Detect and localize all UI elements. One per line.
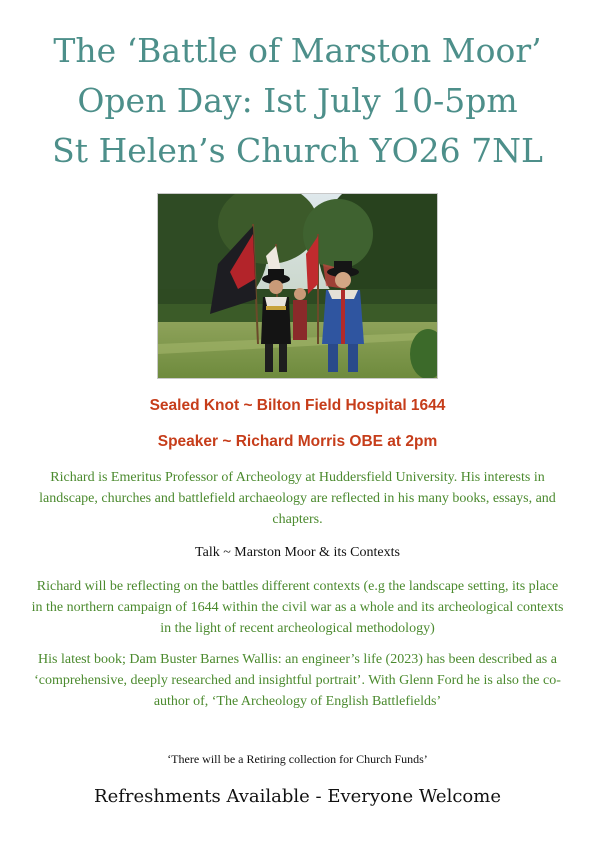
collection-note: ‘There will be a Retiring collection for Church Funds’ (167, 752, 428, 766)
title-line-3: St Helen’s Church YO26 7NL (52, 131, 543, 170)
refreshments-line: Refreshments Available - Everyone Welcome (94, 786, 501, 807)
sealed-knot-heading: Sealed Knot ~ Bilton Field Hospital 1644 (149, 397, 446, 414)
latest-book-description: His latest book; Dam Buster Barnes Wallis: an engineer’s life (2023) has been described as a ‘comprehensive, deeply researched and insightful portrait’. With Glenn Ford he is also the co-author of, ‘The Archeology of English Battlefields’ (34, 652, 561, 709)
event-photo (157, 193, 438, 379)
title-line-1: The ‘Battle of Marston Moor’ (53, 31, 542, 70)
talk-title: Talk ~ Marston Moor & its Contexts (195, 545, 400, 560)
talk-description: Richard will be reflecting on the battles different contexts (e.g the landscape setting, its place in the northern campaign of 1644 within the civil war as a whole and its archeological contexts in the light of recent archeological methodology) (31, 579, 564, 636)
speaker-heading: Speaker ~ Richard Morris OBE at 2pm (157, 433, 438, 450)
speaker-bio: Richard is Emeritus Professor of Archeology at Huddersfield University. His interests in landscape, churches and battlefield archaeology are reflected in his many books, essays, and chapters. (39, 470, 556, 527)
title-line-2: Open Day: Ist July 10-5pm (77, 81, 518, 120)
